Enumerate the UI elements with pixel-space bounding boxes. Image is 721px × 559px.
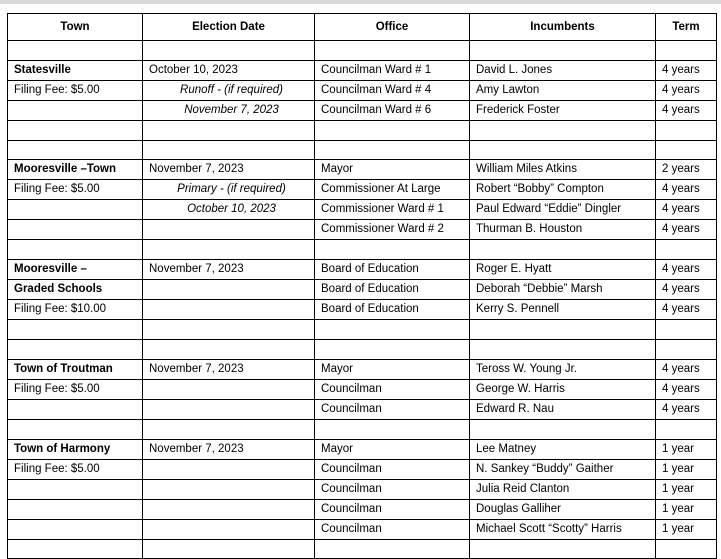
incumbent-cell: Douglas Galliher	[470, 499, 656, 519]
office-cell: Councilman	[315, 459, 470, 479]
header-town: Town	[8, 14, 143, 41]
town-cell	[8, 479, 143, 499]
town-cell	[8, 519, 143, 539]
incumbent-cell: Deborah “Debbie” Marsh	[470, 280, 656, 300]
office-cell	[315, 539, 470, 559]
table-row	[8, 260, 717, 280]
office-cell: Councilman Ward # 1	[315, 60, 470, 80]
election-date-cell: November 7, 2023	[143, 160, 315, 180]
town-cell: Mooresville –Town	[8, 160, 143, 180]
table-row	[8, 100, 717, 120]
office-cell	[315, 120, 470, 140]
term-cell: 4 years	[656, 80, 717, 100]
office-cell: Councilman	[315, 379, 470, 399]
town-cell	[8, 399, 143, 419]
term-cell	[656, 339, 717, 359]
incumbent-cell	[470, 120, 656, 140]
election-date-cell	[143, 320, 315, 340]
office-cell: Mayor	[315, 160, 470, 180]
town-cell	[8, 320, 143, 340]
office-cell	[315, 240, 470, 260]
term-cell: 4 years	[656, 220, 717, 240]
town-cell	[8, 120, 143, 140]
term-cell: 1 year	[656, 439, 717, 459]
term-cell	[656, 419, 717, 439]
term-cell: 4 years	[656, 359, 717, 379]
term-cell: 4 years	[656, 300, 717, 320]
election-date-cell	[143, 339, 315, 359]
term-cell	[656, 140, 717, 160]
term-cell: 1 year	[656, 459, 717, 479]
election-date-cell: October 10, 2023	[143, 200, 315, 220]
term-cell: 4 years	[656, 260, 717, 280]
office-cell: Councilman Ward # 6	[315, 100, 470, 120]
town-cell	[8, 339, 143, 359]
term-cell	[656, 240, 717, 260]
office-cell	[315, 419, 470, 439]
office-cell: Councilman	[315, 399, 470, 419]
election-date-cell	[143, 539, 315, 559]
town-cell	[8, 100, 143, 120]
incumbent-cell	[470, 539, 656, 559]
table-row	[8, 120, 717, 140]
elections-table	[7, 13, 717, 559]
election-date-cell: Runoff - (if required)	[143, 80, 315, 100]
incumbent-cell: Robert “Bobby” Compton	[470, 180, 656, 200]
election-date-cell	[143, 240, 315, 260]
table-row	[8, 80, 717, 100]
incumbent-cell: George W. Harris	[470, 379, 656, 399]
town-cell: Statesville	[8, 60, 143, 80]
town-cell	[8, 41, 143, 61]
incumbent-cell: Roger E. Hyatt	[470, 260, 656, 280]
table-row	[8, 519, 717, 539]
table-row	[8, 379, 717, 399]
term-cell: 4 years	[656, 379, 717, 399]
town-cell	[8, 220, 143, 240]
table-row	[8, 479, 717, 499]
term-cell: 4 years	[656, 280, 717, 300]
town-cell	[8, 539, 143, 559]
office-cell: Board of Education	[315, 280, 470, 300]
office-cell: Commissioner At Large	[315, 180, 470, 200]
election-date-cell	[143, 379, 315, 399]
election-date-cell	[143, 399, 315, 419]
term-cell: 1 year	[656, 519, 717, 539]
election-date-cell	[143, 459, 315, 479]
table-row	[8, 240, 717, 260]
incumbent-cell	[470, 339, 656, 359]
election-date-cell: November 7, 2023	[143, 439, 315, 459]
election-date-cell	[143, 499, 315, 519]
table-row	[8, 160, 717, 180]
town-cell	[8, 419, 143, 439]
town-cell	[8, 240, 143, 260]
table-row	[8, 439, 717, 459]
town-cell: Filing Fee: $5.00	[8, 180, 143, 200]
incumbent-cell: Amy Lawton	[470, 80, 656, 100]
office-cell: Commissioner Ward # 2	[315, 220, 470, 240]
table-row	[8, 339, 717, 359]
incumbent-cell: William Miles Atkins	[470, 160, 656, 180]
header-incumbents: Incumbents	[470, 14, 656, 41]
term-cell: 1 year	[656, 479, 717, 499]
term-cell: 4 years	[656, 399, 717, 419]
town-cell	[8, 499, 143, 519]
term-cell: 4 years	[656, 100, 717, 120]
term-cell	[656, 539, 717, 559]
office-cell: Board of Education	[315, 260, 470, 280]
header-office: Office	[315, 14, 470, 41]
incumbent-cell	[470, 320, 656, 340]
table-row	[8, 459, 717, 479]
election-date-cell	[143, 300, 315, 320]
table-row	[8, 140, 717, 160]
table-row	[8, 320, 717, 340]
office-cell: Commissioner Ward # 1	[315, 200, 470, 220]
table-row	[8, 220, 717, 240]
town-cell: Mooresville –	[8, 260, 143, 280]
incumbent-cell: Paul Edward “Eddie” Dingler	[470, 200, 656, 220]
incumbent-cell: Thurman B. Houston	[470, 220, 656, 240]
incumbent-cell: David L. Jones	[470, 60, 656, 80]
election-date-cell	[143, 519, 315, 539]
town-cell: Graded Schools	[8, 280, 143, 300]
office-cell: Councilman Ward # 4	[315, 80, 470, 100]
incumbent-cell: Edward R. Nau	[470, 399, 656, 419]
term-cell	[656, 120, 717, 140]
office-cell: Mayor	[315, 359, 470, 379]
election-date-cell: November 7, 2023	[143, 260, 315, 280]
election-date-cell	[143, 120, 315, 140]
incumbent-cell	[470, 41, 656, 61]
term-cell: 4 years	[656, 200, 717, 220]
election-date-cell	[143, 280, 315, 300]
term-cell: 2 years	[656, 160, 717, 180]
election-date-cell: Primary - (if required)	[143, 180, 315, 200]
election-date-cell	[143, 220, 315, 240]
office-cell: Board of Education	[315, 300, 470, 320]
incumbent-cell	[470, 240, 656, 260]
table-row	[8, 399, 717, 419]
term-cell	[656, 41, 717, 61]
incumbent-cell: Michael Scott “Scotty” Harris	[470, 519, 656, 539]
town-cell: Filing Fee: $10.00	[8, 300, 143, 320]
town-cell	[8, 140, 143, 160]
election-date-cell	[143, 140, 315, 160]
incumbent-cell: Julia Reid Clanton	[470, 479, 656, 499]
table-row	[8, 41, 717, 61]
town-cell	[8, 200, 143, 220]
table-row	[8, 539, 717, 559]
incumbent-cell	[470, 140, 656, 160]
table-row	[8, 180, 717, 200]
town-cell: Town of Harmony	[8, 439, 143, 459]
election-date-cell: November 7, 2023	[143, 100, 315, 120]
office-cell: Councilman	[315, 519, 470, 539]
table-row	[8, 300, 717, 320]
incumbent-cell: N. Sankey “Buddy” Gaither	[470, 459, 656, 479]
election-date-cell	[143, 419, 315, 439]
town-cell: Filing Fee: $5.00	[8, 379, 143, 399]
office-cell	[315, 41, 470, 61]
incumbent-cell: Teross W. Young Jr.	[470, 359, 656, 379]
town-cell: Filing Fee: $5.00	[8, 80, 143, 100]
table-row	[8, 419, 717, 439]
election-date-cell: November 7, 2023	[143, 359, 315, 379]
office-cell	[315, 339, 470, 359]
town-cell: Filing Fee: $5.00	[8, 459, 143, 479]
table-row	[8, 280, 717, 300]
table-row	[8, 359, 717, 379]
term-cell: 4 years	[656, 60, 717, 80]
term-cell: 1 year	[656, 499, 717, 519]
header-election-date: Election Date	[143, 14, 315, 41]
election-date-cell: October 10, 2023	[143, 60, 315, 80]
election-date-cell	[143, 41, 315, 61]
table-header-row	[8, 14, 717, 41]
header-term: Term	[656, 14, 717, 41]
office-cell: Mayor	[315, 439, 470, 459]
incumbent-cell: Lee Matney	[470, 439, 656, 459]
incumbent-cell	[470, 419, 656, 439]
incumbent-cell: Kerry S. Pennell	[470, 300, 656, 320]
office-cell	[315, 140, 470, 160]
office-cell: Councilman	[315, 479, 470, 499]
term-cell	[656, 320, 717, 340]
office-cell	[315, 320, 470, 340]
page-top-border	[0, 0, 721, 4]
office-cell: Councilman	[315, 499, 470, 519]
term-cell: 4 years	[656, 180, 717, 200]
incumbent-cell: Frederick Foster	[470, 100, 656, 120]
table-body	[8, 41, 717, 559]
table-row	[8, 60, 717, 80]
table-row	[8, 499, 717, 519]
table-row	[8, 200, 717, 220]
election-date-cell	[143, 479, 315, 499]
town-cell: Town of Troutman	[8, 359, 143, 379]
